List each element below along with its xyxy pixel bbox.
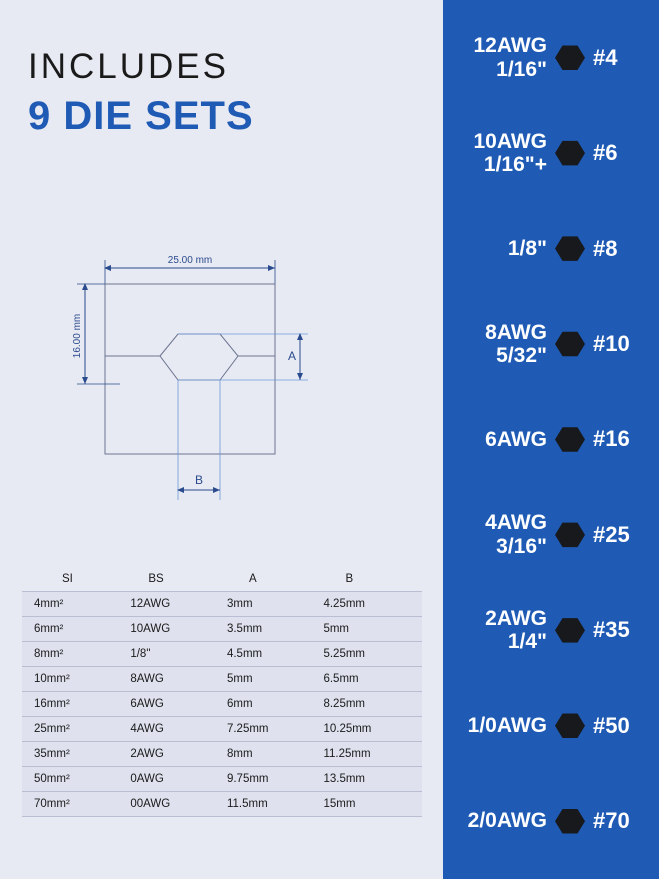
hexagon-icon — [553, 331, 587, 357]
hexagon-icon — [553, 808, 587, 834]
die-item — [443, 493, 659, 577]
die-size-secondary: 1/16"+ — [483, 153, 547, 177]
die-size — [449, 607, 553, 654]
dimension-height-label: 16.00 mm — [72, 313, 83, 359]
cell-a: 5mm — [227, 667, 323, 692]
hexagon-icon — [553, 617, 587, 643]
table-header-row — [22, 570, 422, 592]
table-row — [22, 692, 422, 717]
die-set-panel — [437, 0, 659, 879]
cell-bs: 2AWG — [130, 742, 227, 767]
cell-si: 16mm² — [22, 692, 130, 717]
die-size-secondary: 3/16" — [496, 534, 547, 558]
die-code: #35 — [593, 617, 630, 643]
cell-si: 10mm² — [22, 667, 130, 692]
cell-a: 11.5mm — [227, 792, 323, 817]
die-item — [443, 111, 659, 195]
cell-si: 6mm² — [22, 617, 130, 642]
cell-si: 25mm² — [22, 717, 130, 742]
die-size-primary: 4AWG — [485, 511, 547, 535]
die-size — [449, 130, 553, 177]
die-code: #16 — [593, 426, 630, 452]
die-item — [443, 16, 659, 100]
cell-bs: 10AWG — [130, 617, 227, 642]
cell-b: 13.5mm — [323, 767, 422, 792]
die-item — [443, 302, 659, 386]
hexagon-icon — [553, 45, 587, 71]
die-size-primary: 2AWG — [485, 606, 547, 630]
die-code: #10 — [593, 331, 630, 357]
die-size-secondary: 5/32" — [496, 344, 547, 368]
die-size-primary: 12AWG — [473, 34, 547, 58]
die-code: #50 — [593, 712, 630, 738]
table-row — [22, 617, 422, 642]
cell-a: 7.25mm — [227, 717, 323, 742]
hexagon-icon — [553, 426, 587, 452]
die-size-primary: 2/0AWG — [467, 809, 547, 833]
table-row — [22, 767, 422, 792]
die-item — [443, 684, 659, 768]
die-size-primary: 8AWG — [485, 320, 547, 344]
table-row — [22, 717, 422, 742]
cell-b: 10.25mm — [323, 717, 422, 742]
die-size-secondary: 1/4" — [507, 630, 547, 654]
table-header-b: B — [345, 573, 354, 585]
die-size — [449, 321, 553, 368]
die-size-primary: 6AWG — [485, 427, 547, 451]
cell-si: 8mm² — [22, 642, 130, 667]
cell-a: 8mm — [227, 742, 323, 767]
hexagon-icon — [553, 522, 587, 548]
cell-a: 3.5mm — [227, 617, 323, 642]
cell-b: 6.5mm — [323, 667, 422, 692]
cell-a: 4.5mm — [227, 642, 323, 667]
table-row — [22, 642, 422, 667]
table-header-a: A — [248, 573, 257, 585]
die-item — [443, 207, 659, 291]
cell-bs: 00AWG — [130, 792, 227, 817]
die-size — [449, 714, 553, 738]
die-list — [443, 0, 659, 879]
dimension-a-label: A — [287, 349, 297, 363]
die-code: #6 — [593, 140, 618, 166]
hexagon-icon — [553, 713, 587, 739]
die-code: #70 — [593, 808, 630, 834]
cell-a: 6mm — [227, 692, 323, 717]
cell-b: 8.25mm — [323, 692, 422, 717]
headline-primary: INCLUDES — [28, 47, 229, 86]
die-size-primary: 1/0AWG — [467, 714, 547, 738]
die-code: #8 — [593, 235, 618, 261]
table-header-bs: BS — [148, 573, 164, 585]
dimension-width-label: 25.00 mm — [167, 255, 213, 266]
cell-b: 5mm — [323, 617, 422, 642]
cell-bs: 8AWG — [130, 667, 227, 692]
cell-b: 11.25mm — [323, 742, 422, 767]
hexagon-icon — [553, 236, 587, 262]
die-item — [443, 779, 659, 863]
cell-si: 70mm² — [22, 792, 130, 817]
cell-si: 50mm² — [22, 767, 130, 792]
cell-bs: 1/8" — [130, 642, 227, 667]
table-header-si: SI — [62, 573, 73, 585]
spec-table — [22, 570, 422, 817]
cell-a: 3mm — [227, 592, 323, 617]
die-size — [449, 237, 553, 261]
cell-b: 15mm — [323, 792, 422, 817]
die-size-secondary: 1/16" — [496, 57, 547, 81]
die-size — [449, 511, 553, 558]
drawing-svg — [60, 238, 390, 528]
table-row — [22, 792, 422, 817]
cell-a: 9.75mm — [227, 767, 323, 792]
headline-block — [28, 48, 418, 139]
dimension-b-label: B — [194, 473, 204, 487]
die-code: #4 — [593, 44, 618, 70]
cell-b: 4.25mm — [323, 592, 422, 617]
die-technical-drawing — [60, 238, 390, 528]
cell-bs: 0AWG — [130, 767, 227, 792]
cell-bs: 4AWG — [130, 717, 227, 742]
headline-secondary: 9 DIE SETS — [28, 93, 254, 138]
cell-bs: 6AWG — [130, 692, 227, 717]
table-row — [22, 742, 422, 767]
table-row — [22, 667, 422, 692]
cell-b: 5.25mm — [323, 642, 422, 667]
die-size-primary: 10AWG — [473, 129, 547, 153]
die-size — [449, 34, 553, 81]
cell-bs: 12AWG — [130, 592, 227, 617]
die-code: #25 — [593, 521, 630, 547]
cell-si: 4mm² — [22, 592, 130, 617]
hexagon-icon — [553, 140, 587, 166]
die-item — [443, 588, 659, 672]
die-size — [449, 428, 553, 452]
die-item — [443, 397, 659, 481]
die-size-primary: 1/8" — [507, 236, 547, 260]
cell-si: 35mm² — [22, 742, 130, 767]
table-row — [22, 592, 422, 617]
die-size — [449, 809, 553, 833]
